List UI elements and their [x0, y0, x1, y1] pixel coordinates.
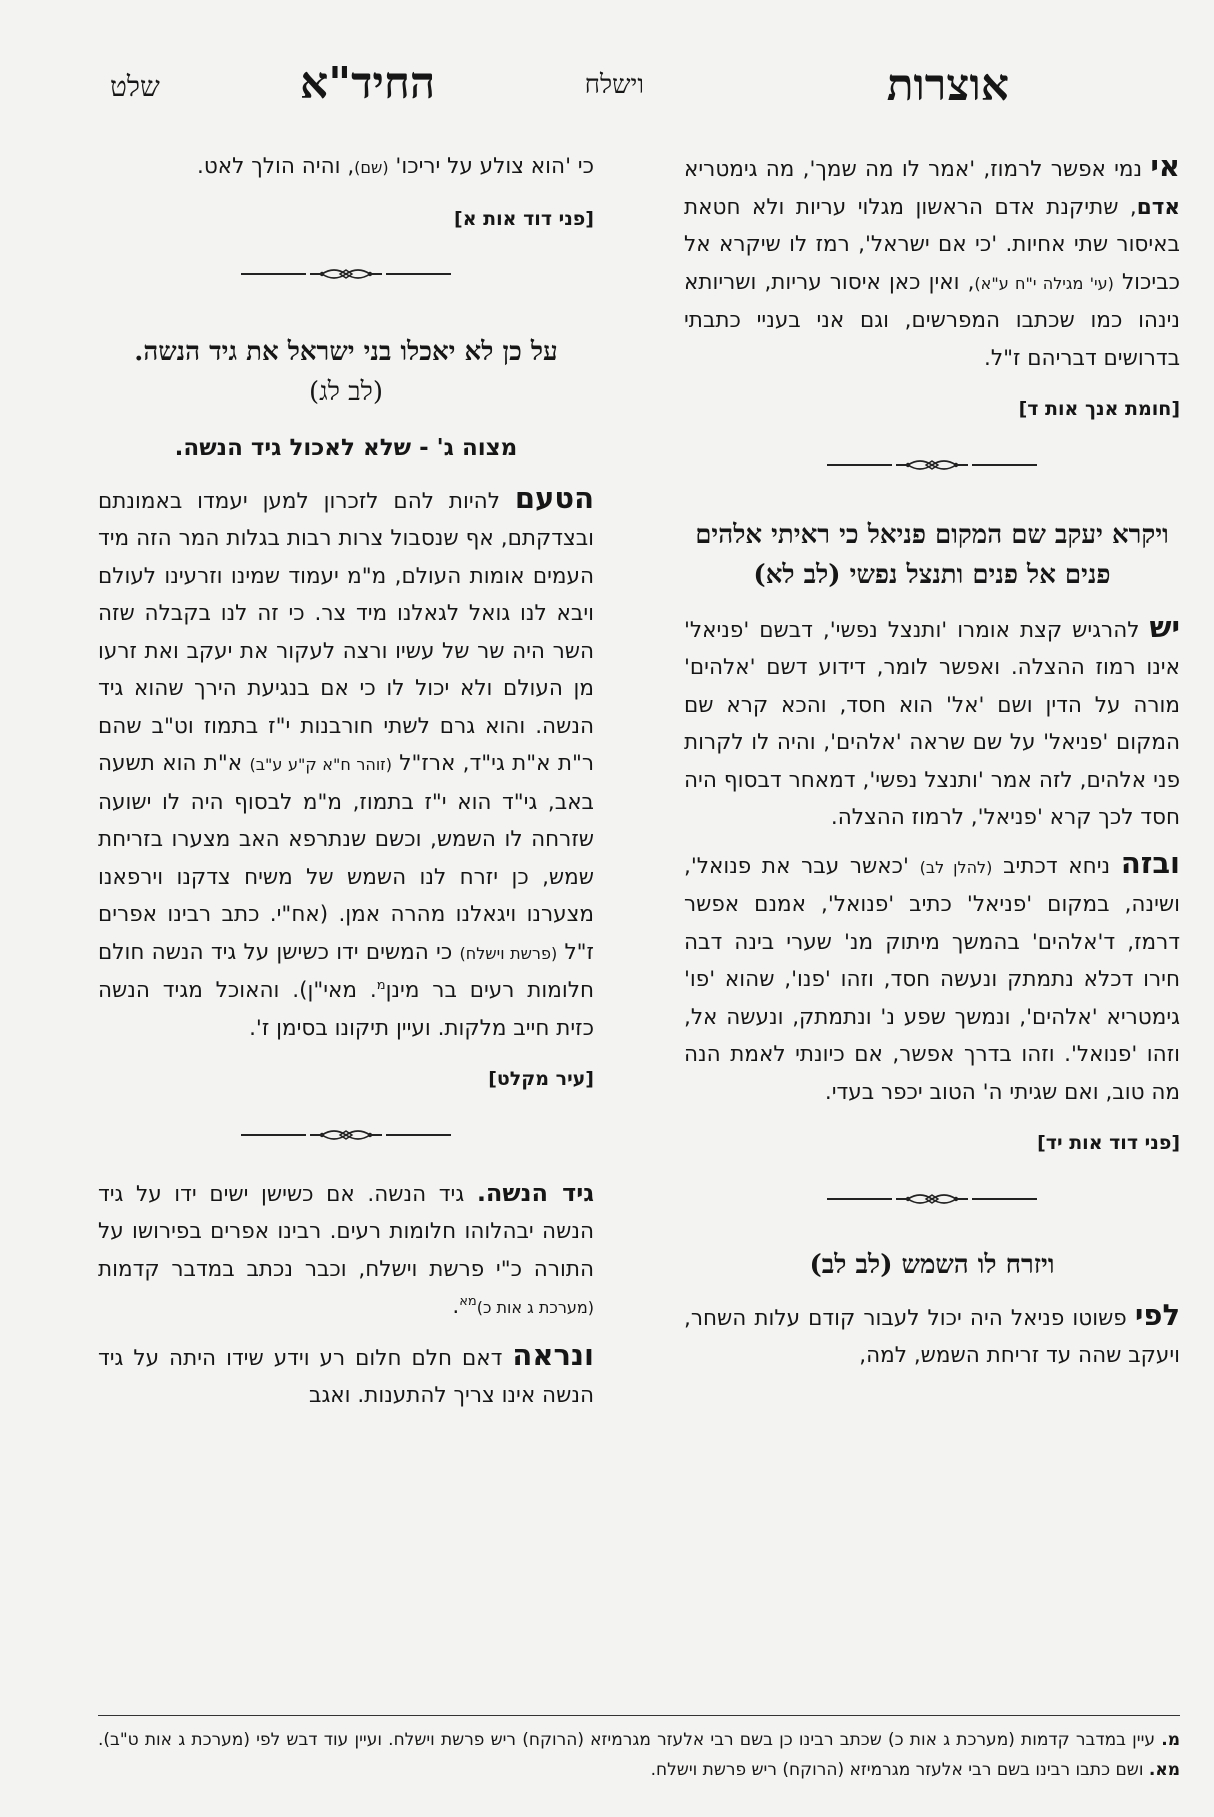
citation: (זוהר ח"א ק"ע ע"ב) [249, 755, 392, 774]
parsha-name: וישלח [584, 70, 644, 100]
right-column [684, 148, 1180, 1375]
footnotes [98, 1725, 1180, 1785]
source-citation: [פני דוד אות יד] [1037, 1132, 1180, 1154]
lead-word: יש [1149, 609, 1180, 644]
paragraph: אי נמי אפשר לרמוז, 'אמר לו מה שמך', מה גימטריא אדם, שתיקנת אדם הראשון מגלוי עריות ולא חטאת באיסור שתי אחיות. 'כי אם ישראל', רמז לו שיקרא אל כביכול (עי' מגילה י"ח ע"א), ואין כאן איסור עריות, ושריותא נינהו כמו שכתבו המפרשים, וגם אני בעניי כתבתי בדרושים דבריהם ז"ל. [684, 149, 1181, 371]
flourish-icon [306, 1125, 386, 1145]
ornament-divider [241, 1125, 451, 1145]
paragraph: לפי פשוטו פניאל היה יכול לעבור קודם עלות השחר, ויעקב שהה עד זריחת השמש, למה, [684, 1297, 1180, 1368]
verse-heading: ויזרח לו השמש (לב לב) [809, 1249, 1055, 1280]
source-citation: [עיר מקלט] [488, 1068, 594, 1090]
lead-word: גיד הנשה. [476, 1178, 595, 1207]
flourish-icon [892, 455, 972, 475]
flourish-icon [892, 1189, 972, 1209]
ornament-divider [827, 455, 1037, 475]
footnote-marker[interactable]: מ [376, 977, 386, 993]
source-citation: [פני דוד אות א] [454, 207, 594, 230]
citation: (פרשת וישלח) [459, 943, 558, 963]
ornament-divider [241, 264, 451, 284]
lead-word: אי [1150, 149, 1180, 183]
book-title: אוצרות [886, 60, 1009, 111]
verse-heading: על כן לא יאכלו בני ישראל את גיד הנשה. [134, 337, 558, 367]
lead-word: הטעם [514, 480, 594, 515]
verse-heading: ויקרא יעקב שם המקום פניאל כי ראיתי אלהים פנים אל פנים ותנצל נפשי (לב לא) [695, 519, 1169, 590]
paragraph: הטעם להיות להם לזכרון למען יעמדו באמונתם ובצדקתם, אף שנסבול צרות רבות בגלות המר הזה מיד העמים אומות העולם, מ"מ יעמוד שמינו וזרעינו לעולם ויבא לנו גואל לגאלנו מיד צר. כי זה לנו בקבלה שזה השר היה שר של עשיו ורצה לעקור את יעקב ואת זרעו מן העולם ולא יכול לו כי אם בנגיעת הירך שהוא גיד הנשה. והוא גרם לשתי חורבנות י"ז בתמוז וט"ב שהם ר"ת א"ת גי"ד, ארז"ל (זוהר ח"א ק"ע ע"ב) א"ת הוא תשעה באב, גי"ד הוא י"ז בתמוז, מ"מ לבסוף היה לו ישועה שזרחה לו השמש, וכשם שנתרפא האב מצערו בזריחת שמש, כן יזרח לנו השמש של משיח צדקנו וירפאנו מצערנו ויגאלנו מהרה אמן. (אח"י. כתב רבינו אפרים ז"ל (פרשת וישלח) כי המשים ידו כשישן על גיד הנשה חולם חלומות רעים בר מינן$^מ$. מאי"ן). והאוכל מגיד הנשה כזית חייב מלקות. ועיין תיקונו בסימן ז'. [98, 480, 594, 1041]
paragraph: גיד הנשה. גיד הנשה. אם כשישן ישים ידו על גיד הנשה יבהלוהו חלומות רעים. רבינו אפרים בפירושו על התורה כ"י פרשת וישלח, וכבר נכתב במדבר קדמות (מערכת ג אות כ)$^{מא}$. [98, 1178, 595, 1319]
footnote-marker[interactable]: מא [459, 1293, 477, 1309]
running-header [0, 48, 1214, 118]
lead-word: ובזה [1120, 845, 1180, 880]
verse-reference: (לב לג) [309, 377, 383, 407]
mitzvah-heading: מצוה ג' - שלא לאכול גיד הנשה. [174, 435, 518, 461]
lead-word: ונראה [512, 1337, 594, 1372]
citation: (עי' מגילה י"ח ע"א) [974, 273, 1114, 293]
ornament-divider [827, 1189, 1037, 1209]
citation: (שם) [354, 158, 389, 177]
footnote-number: מ. [1161, 1730, 1180, 1750]
paragraph: ונראה דאם חלם חלום רע וידע שידו היתה על גיד הנשה אינו צריך להתענות. ואגב [98, 1337, 594, 1408]
footnote: מ. עיין במדבר קדמות (מערכת ג אות כ) שכתב רבינו כן בשם רבי אלעזר מגרמיזא (הרוקח) ריש פרשת וישלח. ועיין עוד דבש לפי (מערכת ג אות ט"ב). מא. ושם כתבו רבינו בשם רבי אלעזר מגרמיזא (הרוקח) ריש פרשת וישלח. [98, 1730, 1180, 1780]
page-number: שלט [110, 70, 160, 103]
paragraph: כי 'הוא צולע על יריכו' (שם), והיה הולך לאט. [197, 154, 594, 179]
citation: (להלן לב) [919, 857, 993, 877]
flourish-icon [306, 264, 386, 284]
author-title: החיד"א [300, 58, 436, 109]
footnote-separator [98, 1715, 1180, 1716]
paragraph: יש להרגיש קצת אומרו 'ותנצל נפשי', דבשם 'פניאל' אינו רמוז ההצלה. ואפשר לומר, דידוע דשם 'אלהים' מורה על הדין ושם 'אל' הוא חסד, והכא קרא שם המקום 'פניאל' על שם שראה 'אלהים', והיה לו לקרות פני אלהים, לזה אמר 'ותנצל נפשי', דמאחר דבסוף היה חסד לכך קרא 'פניאל', לרמוז ההצלה. [684, 609, 1180, 830]
paragraph: ובזה ניחא דכתיב (להלן לב) 'כאשר עבר את פנואל', ושינה, במקום 'פניאל' כתיב 'פנואל', אמנם אפשר דרמז, ד'אלהים' בהמשך מיתוק מנ' שערי בינה דבה חירו דכלא נתמתק ונעשה חסד, וזהו 'פנו', שהוא 'פו' גימטריא 'אלהים', ונמשך שפע נ' ונתמתק, ונעשה אל, וזהו 'פנואל'. וזהו בדרך אפשר, אם כיונתי לאמת הנה מה טוב, ואם שגיתי ה' הטוב יכפר בעדי. [684, 845, 1180, 1105]
left-column [98, 148, 594, 1415]
lead-word: לפי [1134, 1297, 1180, 1332]
citation: (מערכת ג אות כ) [476, 1298, 594, 1317]
source-citation: [חומת אנך אות ד] [1018, 398, 1180, 420]
footnote-number: מא. [1148, 1760, 1180, 1780]
